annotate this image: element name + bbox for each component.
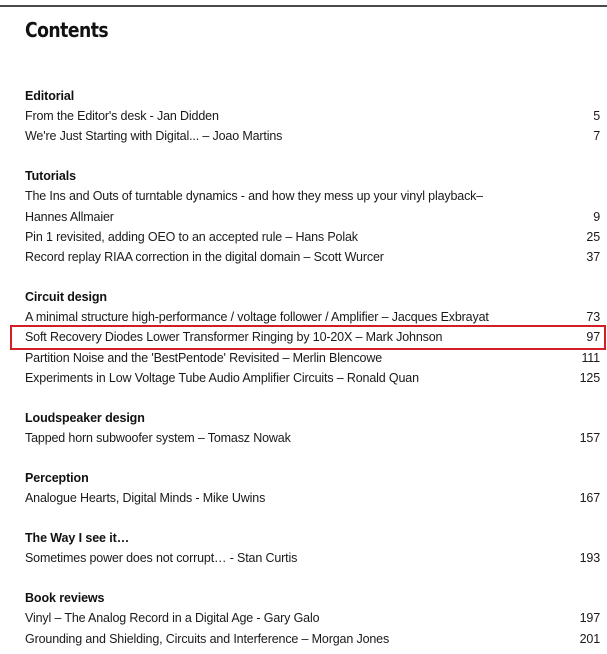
entry-page-number: 73 (586, 310, 600, 325)
entry-title: Sometimes power does not corrupt… - Stan Curtis (25, 551, 298, 566)
entry-title: Tapped horn subwoofer system – Tomasz Nowak (25, 430, 291, 445)
toc-entry[interactable] (25, 348, 600, 368)
section-title: Tutorials (25, 169, 76, 184)
entry-title: Analogue Hearts, Digital Minds - Mike Uwins (25, 491, 266, 506)
entry-page-number: 7 (593, 129, 600, 144)
entry-page-number: 157 (579, 430, 600, 445)
entry-page-number: 37 (586, 249, 600, 264)
section-title: Loudspeaker design (25, 410, 145, 425)
entry-page-number: 9 (593, 209, 600, 224)
toc-section (25, 528, 600, 568)
section-title: Perception (25, 471, 89, 486)
entry-page-number: 167 (579, 491, 600, 506)
entry-title: Hannes Allmaier (25, 209, 114, 224)
toc-entry[interactable] (25, 629, 600, 649)
toc-entry[interactable] (25, 307, 600, 327)
entry-page-number: 201 (579, 631, 600, 646)
page-title: Contents (25, 18, 109, 42)
section-title: Circuit design (25, 290, 107, 305)
entry-title: A minimal structure high-performance / voltage follower / Amplifier – Jacques Exbrayat (25, 310, 489, 325)
entry-page-number: 25 (586, 229, 600, 244)
toc-entry[interactable] (25, 608, 600, 628)
toc-section (25, 166, 600, 267)
entry-title: Grounding and Shielding, Circuits and Interference – Morgan Jones (25, 631, 390, 646)
entry-title: Partition Noise and the 'BestPentode' Revisited – Merlin Blencowe (25, 350, 383, 365)
top-rule (0, 5, 607, 7)
table-of-contents (25, 86, 600, 649)
toc-entry[interactable] (25, 186, 600, 206)
entry-page-number: 197 (579, 611, 600, 626)
entry-title: Soft Recovery Diodes Lower Transformer Ringing by 10-20X – Mark Johnson (25, 330, 443, 345)
toc-entry[interactable] (25, 227, 600, 247)
entry-page-number: 125 (579, 370, 600, 385)
entry-title: The Ins and Outs of turntable dynamics - and how they mess up your vinyl playback– (25, 189, 484, 204)
toc-entry[interactable] (25, 126, 600, 146)
entry-page-number: 111 (581, 350, 600, 365)
entry-title: Pin 1 revisited, adding OEO to an accepted rule – Hans Polak (25, 229, 358, 244)
section-title: The Way I see it… (25, 531, 130, 546)
toc-section (25, 287, 600, 388)
entry-title: Experiments in Low Voltage Tube Audio Amplifier Circuits – Ronald Quan (25, 370, 419, 385)
toc-entry[interactable] (25, 428, 600, 448)
toc-section (25, 86, 600, 146)
entry-page-number: 97 (586, 330, 600, 345)
entry-page-number: 5 (593, 109, 600, 123)
section-title: Editorial (25, 89, 75, 103)
entry-title: Record replay RIAA correction in the digital domain – Scott Wurcer (25, 249, 384, 264)
toc-entry-highlighted[interactable] (12, 327, 604, 347)
toc-entry[interactable] (25, 488, 600, 508)
section-title: Book reviews (25, 591, 105, 606)
toc-section (25, 588, 600, 648)
entry-title: Vinyl – The Analog Record in a Digital Age - Gary Galo (25, 611, 320, 626)
toc-entry[interactable] (25, 548, 600, 568)
entry-title: From the Editor's desk - Jan Didden (25, 109, 219, 123)
toc-section (25, 408, 600, 448)
entry-title: We're Just Starting with Digital... – Joao Martins (25, 129, 283, 144)
entry-page-number: 193 (579, 551, 600, 566)
toc-entry[interactable] (25, 247, 600, 267)
toc-entry[interactable] (25, 368, 600, 388)
toc-section (25, 468, 600, 508)
toc-entry[interactable] (25, 207, 600, 227)
toc-entry[interactable] (25, 106, 600, 126)
